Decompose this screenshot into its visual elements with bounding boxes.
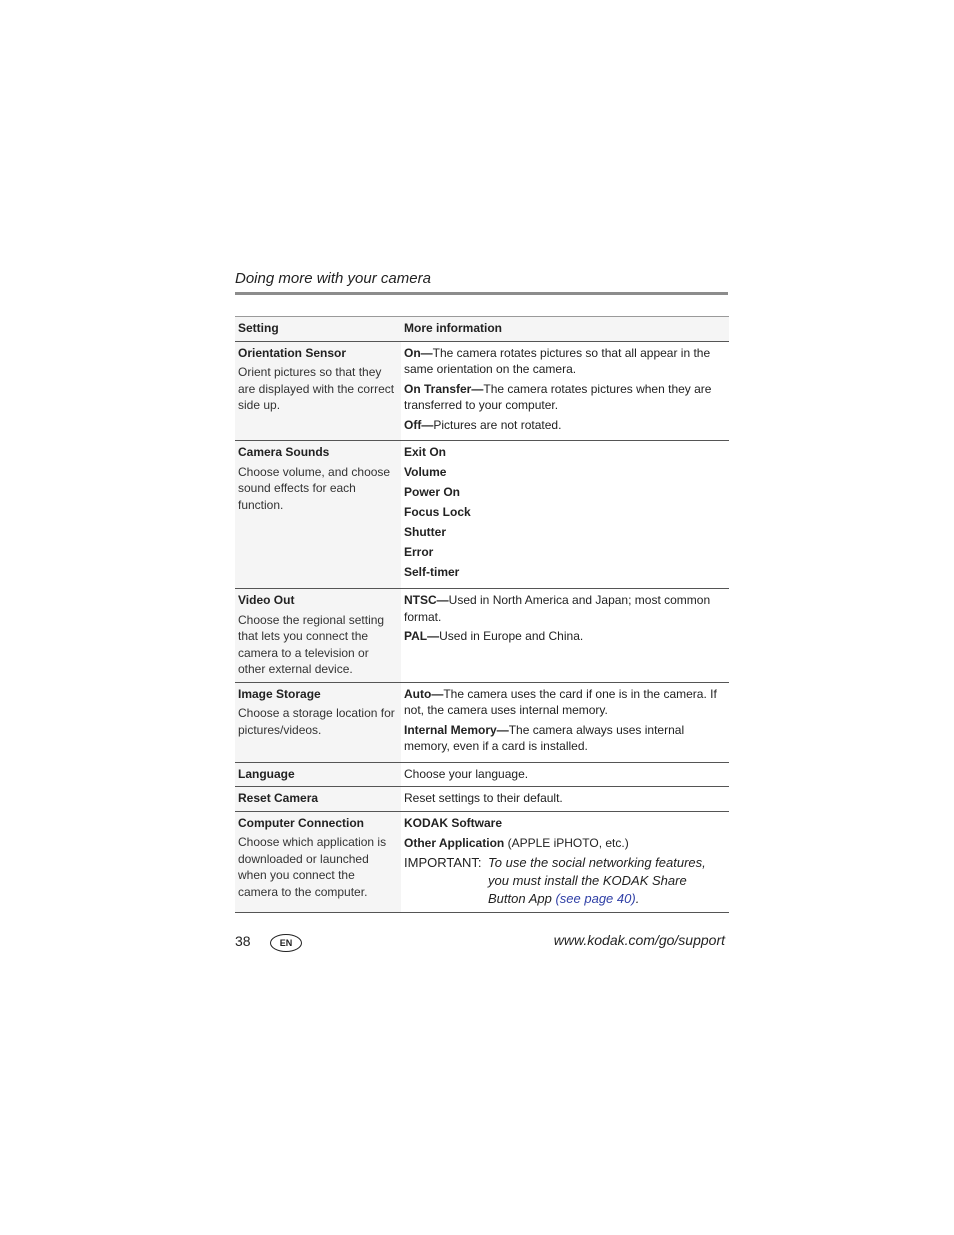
- info-cell: [401, 341, 729, 441]
- kodak-software-option: KODAK Software: [404, 815, 503, 830]
- option-text: Pictures are not rotated.: [433, 417, 562, 432]
- table-row: [235, 441, 729, 589]
- option-term: Off—: [404, 417, 434, 432]
- setting-name: Orientation Sensor: [238, 345, 347, 360]
- option-term: On Transfer—: [404, 381, 484, 396]
- setting-name: Reset Camera: [238, 791, 319, 805]
- setting-cell: [235, 762, 401, 787]
- setting-name: Computer Connection: [238, 815, 364, 830]
- option: [404, 835, 726, 852]
- column-header-info: More information: [401, 317, 729, 342]
- settings-table: [235, 316, 729, 913]
- option-text: The camera uses the card if one is in the camera. If not, the camera uses internal memory.: [404, 686, 717, 717]
- option: [404, 417, 726, 434]
- info-cell: Choose your language.: [401, 762, 729, 787]
- setting-desc: Orient pictures so that they are displayed with the correct side up.: [238, 365, 395, 412]
- sound-item: Shutter: [404, 525, 446, 539]
- option-text: (APPLE iPHOTO, etc.): [504, 835, 629, 850]
- table-row: [235, 787, 729, 812]
- setting-cell: [235, 441, 401, 589]
- option: [404, 592, 726, 625]
- sound-item: Volume: [404, 465, 447, 479]
- option-term: PAL—: [404, 629, 440, 643]
- page-header-title: Doing more with your camera: [235, 270, 431, 287]
- setting-name: Video Out: [238, 593, 295, 607]
- setting-desc: Choose a storage location for pictures/videos.: [238, 706, 395, 737]
- table-row: [235, 762, 729, 787]
- option-term: On—: [404, 345, 433, 360]
- option: [404, 686, 726, 719]
- option-term: NTSC—: [404, 593, 449, 607]
- option: [404, 628, 726, 645]
- option-term: Auto—: [404, 686, 444, 701]
- setting-name: Language: [238, 766, 295, 781]
- setting-name: Image Storage: [238, 686, 321, 701]
- setting-cell: [235, 811, 401, 913]
- language-badge: EN: [270, 934, 302, 952]
- page-number: 38: [235, 933, 251, 949]
- setting-desc: Choose which application is downloaded or launched when you connect the camera to the computer.: [238, 835, 387, 899]
- setting-cell: [235, 341, 401, 441]
- column-header-setting: Setting: [235, 317, 401, 342]
- setting-name: Camera Sounds: [238, 445, 330, 459]
- header-rule: [235, 292, 728, 295]
- option-text: Used in Europe and China.: [439, 629, 584, 643]
- sound-item: Power On: [404, 485, 461, 499]
- important-note: [404, 854, 726, 908]
- option: [404, 345, 726, 378]
- setting-desc: Choose volume, and choose sound effects for each function.: [238, 464, 391, 512]
- table-row: [235, 589, 729, 683]
- table-header-row: [235, 317, 729, 342]
- info-cell: [401, 682, 729, 762]
- support-url[interactable]: www.kodak.com/go/support: [553, 932, 725, 948]
- sound-item: Self-timer: [404, 565, 460, 579]
- info-cell: [401, 811, 729, 913]
- see-page-link[interactable]: (see page 40): [555, 891, 636, 906]
- option-text: The camera rotates pictures when they are transferred to your computer.: [404, 381, 712, 412]
- option-term: Internal Memory—: [404, 722, 509, 737]
- important-body: To use the social networking features, you must install the KODAK Share Button App: [488, 855, 706, 906]
- option-text: The camera rotates pictures so that all appear in the same orientation on the camera.: [404, 345, 711, 376]
- setting-cell: [235, 682, 401, 762]
- setting-desc: Choose the regional setting that lets you connect the camera to a television or other external device.: [238, 612, 385, 676]
- option-text: Used in North America and Japan; most common format.: [404, 593, 711, 624]
- important-label: IMPORTANT:: [404, 855, 482, 870]
- option-text: The camera always uses internal memory, even if a card is installed.: [404, 722, 685, 753]
- sound-item: Exit On: [404, 445, 447, 459]
- sound-item: Focus Lock: [404, 505, 471, 519]
- option-term: Other Application: [404, 835, 505, 850]
- table-row: [235, 341, 729, 441]
- sound-item: Error: [404, 545, 434, 559]
- option: [404, 381, 726, 414]
- info-cell: [401, 589, 729, 683]
- info-cell: Reset settings to their default.: [401, 787, 729, 812]
- table-row: [235, 811, 729, 913]
- important-text: [488, 854, 726, 908]
- option: [404, 722, 726, 755]
- info-cell: [401, 441, 729, 589]
- setting-cell: [235, 787, 401, 812]
- table-row: [235, 682, 729, 762]
- setting-cell: [235, 589, 401, 683]
- important-end: .: [635, 891, 640, 906]
